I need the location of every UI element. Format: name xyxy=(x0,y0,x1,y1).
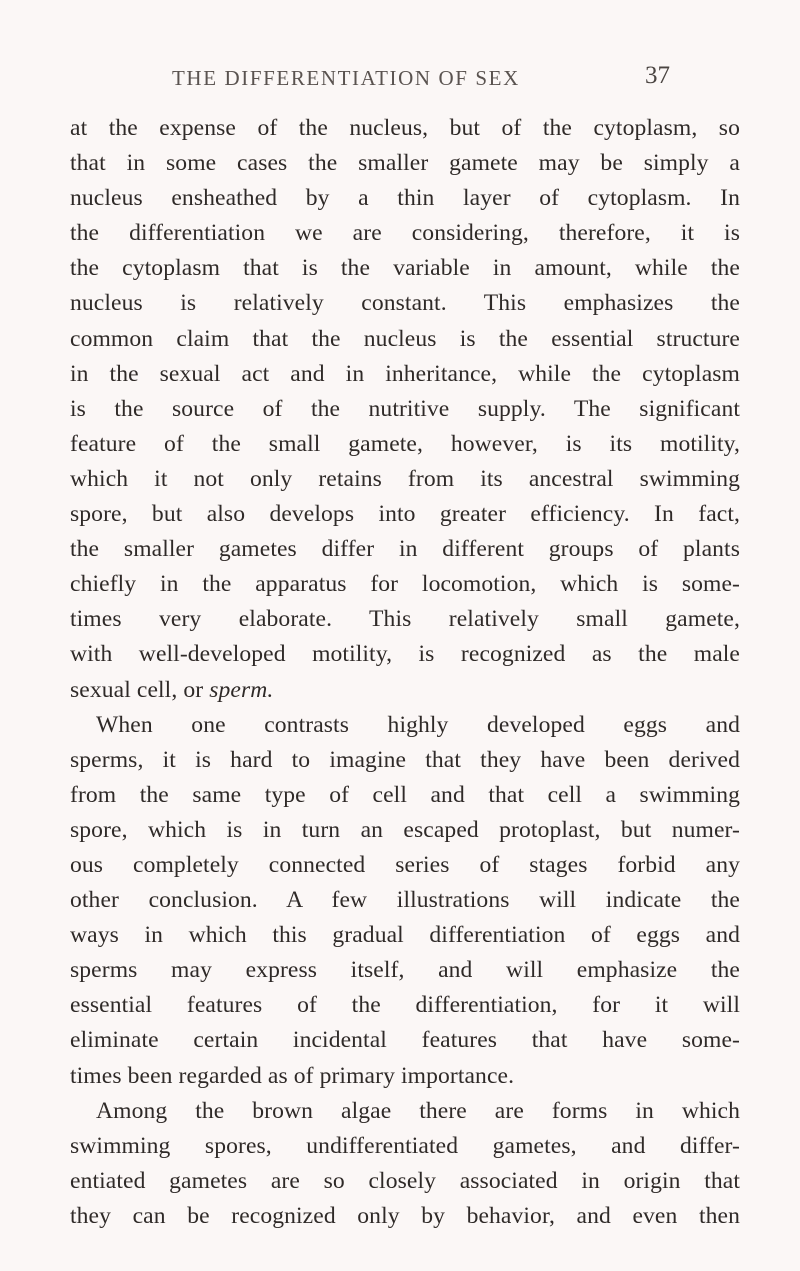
text-line: sperms may express itself, and will emphasize the xyxy=(70,957,740,984)
running-head xyxy=(0,62,800,102)
text-line: that in some cases the smaller gamete may be simply a xyxy=(70,150,740,177)
text-line: ous completely connected series of stages forbid any xyxy=(70,851,740,878)
text-line: eliminate certain incidental features that have some- xyxy=(70,1027,740,1054)
text-line: from the same type of cell and that cell a swimming xyxy=(70,781,740,808)
text-line: swimming spores, undifferentiated gametes, and differ- xyxy=(70,1132,740,1159)
text-line: the differentiation we are considering, therefore, it is xyxy=(70,220,740,247)
text-line: which it not only retains from its ancestral swimming xyxy=(70,465,740,492)
text-line: in the sexual act and in inheritance, while the cytoplasm xyxy=(70,360,740,387)
body-text xyxy=(70,111,740,1234)
text-line: nucleus ensheathed by a thin layer of cytoplasm. In xyxy=(70,185,740,212)
page-number: 37 xyxy=(645,62,670,89)
text-line: nucleus is relatively constant. This emphasizes the xyxy=(70,290,740,317)
text-line: ways in which this gradual differentiation of eggs and xyxy=(70,922,740,949)
text-line: entiated gametes are so closely associated in origin that xyxy=(70,1167,740,1194)
text-line: other conclusion. A few illustrations will indicate the xyxy=(70,887,740,914)
text-line: they can be recognized only by behavior, and even then xyxy=(70,1202,740,1229)
italic-term: sperm. xyxy=(209,676,274,703)
paragraph-start: Among the brown algae there are forms in which xyxy=(96,1097,740,1124)
text-line: times been regarded as of primary importance. xyxy=(70,1062,515,1089)
paragraph-start: When one contrasts highly developed eggs and xyxy=(96,711,740,738)
text-line: chiefly in the apparatus for locomotion, which is some- xyxy=(70,571,740,598)
text-line: at the expense of the nucleus, but of the cytoplasm, so xyxy=(70,115,740,141)
text-line: times very elaborate. This relatively small gamete, xyxy=(70,606,740,633)
text-line: the smaller gametes differ in different groups of plants xyxy=(70,536,740,563)
text-line: essential features of the differentiation, for it will xyxy=(70,992,740,1019)
text-line: common claim that the nucleus is the essential structure xyxy=(70,325,740,352)
text-line: spore, but also develops into greater efficiency. In fact, xyxy=(70,501,740,528)
text-line-with-term xyxy=(70,673,740,708)
text-line: is the source of the nutritive supply. The significant xyxy=(70,395,740,422)
text-line: spore, which is in turn an escaped protoplast, but numer- xyxy=(70,816,740,843)
text-line: with well-developed motility, is recognized as the male xyxy=(70,641,740,668)
text-line: feature of the small gamete, however, is its motility, xyxy=(70,430,740,457)
chapter-title: THE DIFFERENTIATION OF SEX xyxy=(172,66,520,90)
text-line: sperms, it is hard to imagine that they have been derived xyxy=(70,746,740,773)
text-line: the cytoplasm that is the variable in amount, while the xyxy=(70,255,740,282)
text-fragment: sexual cell, or xyxy=(70,676,204,703)
